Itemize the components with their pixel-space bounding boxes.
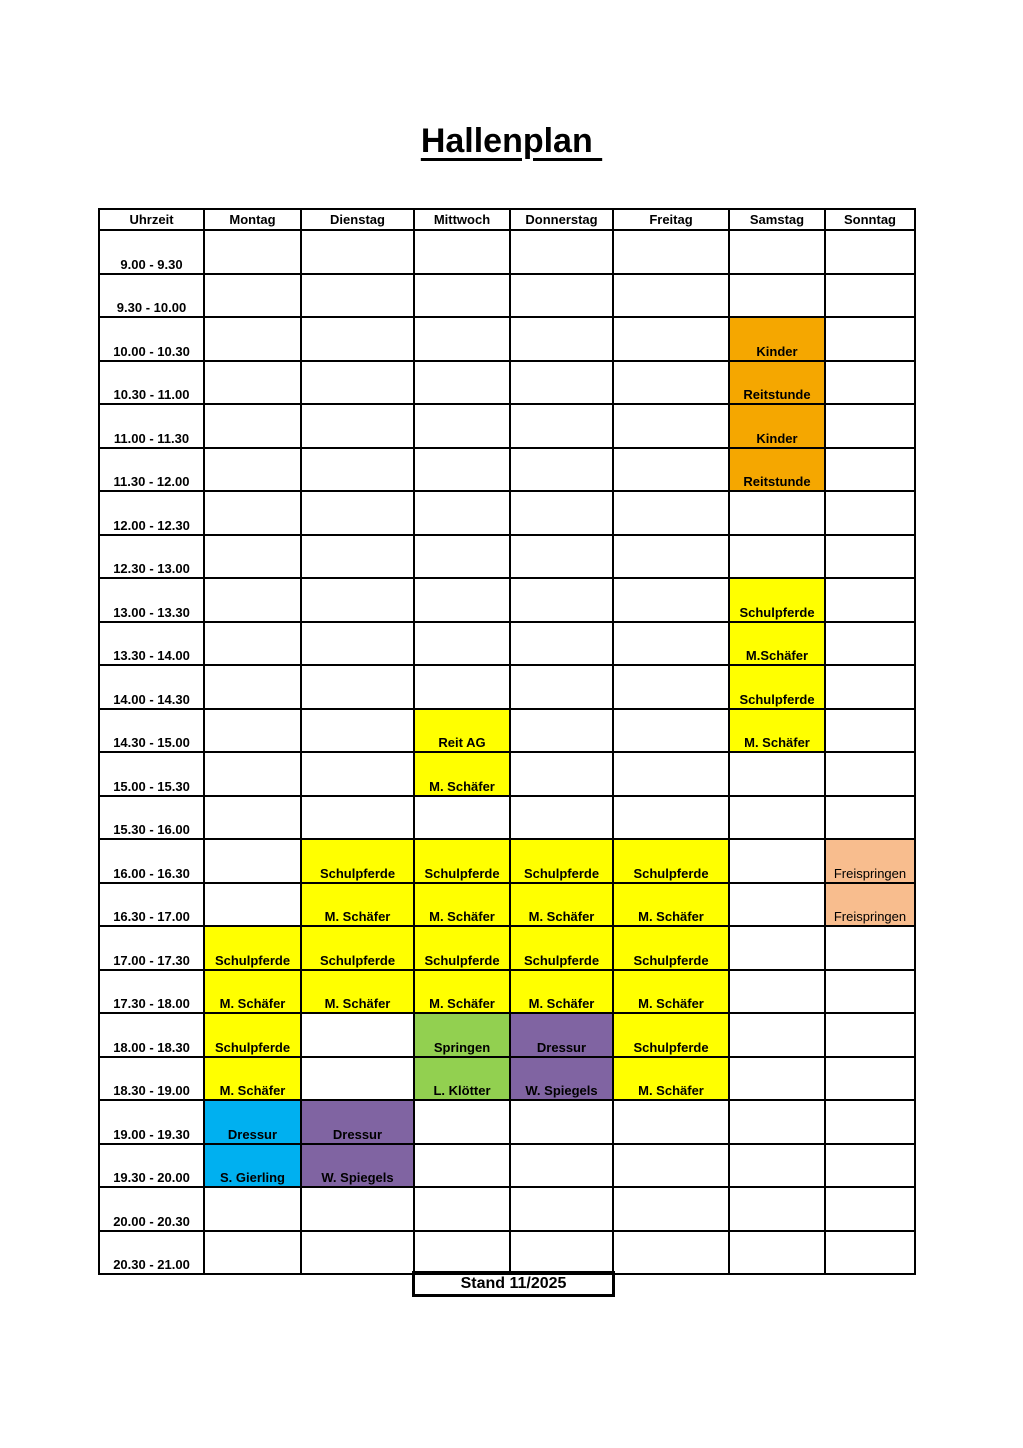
empty-cell: [204, 578, 301, 622]
empty-cell: [613, 361, 729, 405]
time-slot: 11.00 - 11.30: [99, 404, 204, 448]
empty-cell: [301, 796, 414, 840]
empty-cell: [729, 883, 825, 927]
empty-cell: [825, 752, 915, 796]
empty-cell: [729, 1231, 825, 1275]
time-slot: 12.30 - 13.00: [99, 535, 204, 579]
schedule-row: [99, 1100, 915, 1144]
empty-cell: [414, 448, 510, 492]
time-slot: 16.30 - 17.00: [99, 883, 204, 927]
empty-cell: [613, 1100, 729, 1144]
empty-cell: [729, 1187, 825, 1231]
stand-label: Stand 11/2025: [412, 1271, 615, 1297]
empty-cell: [613, 317, 729, 361]
empty-cell: [825, 1013, 915, 1057]
empty-cell: [510, 709, 613, 753]
empty-cell: [729, 796, 825, 840]
time-slot: 10.00 - 10.30: [99, 317, 204, 361]
empty-cell: [613, 448, 729, 492]
booking-cell: M. Schäfer: [510, 970, 613, 1014]
empty-cell: [613, 1144, 729, 1188]
schedule-row: [99, 1231, 915, 1275]
column-header-6: Samstag: [729, 209, 825, 230]
empty-cell: [301, 274, 414, 318]
empty-cell: [301, 1013, 414, 1057]
booking-cell: Reit AG: [414, 709, 510, 753]
booking-cell: Dressur: [301, 1100, 414, 1144]
page-title: [0, 122, 1023, 161]
booking-cell: M. Schäfer: [204, 970, 301, 1014]
empty-cell: [510, 448, 613, 492]
empty-cell: [825, 1231, 915, 1275]
column-header-0: Uhrzeit: [99, 209, 204, 230]
empty-cell: [301, 491, 414, 535]
booking-cell: Schulpferde: [613, 926, 729, 970]
empty-cell: [301, 578, 414, 622]
empty-cell: [301, 317, 414, 361]
booking-cell: M. Schäfer: [414, 752, 510, 796]
schedule-row: [99, 361, 915, 405]
empty-cell: [613, 665, 729, 709]
empty-cell: [414, 622, 510, 666]
time-slot: 12.00 - 12.30: [99, 491, 204, 535]
booking-cell: M. Schäfer: [613, 1057, 729, 1101]
empty-cell: [613, 752, 729, 796]
schedule-row: [99, 230, 915, 274]
column-header-2: Dienstag: [301, 209, 414, 230]
time-slot: 20.30 - 21.00: [99, 1231, 204, 1275]
schedule-row: [99, 274, 915, 318]
empty-cell: [825, 622, 915, 666]
booking-cell: M. Schäfer: [510, 883, 613, 927]
empty-cell: [613, 404, 729, 448]
time-slot: 9.00 - 9.30: [99, 230, 204, 274]
empty-cell: [414, 535, 510, 579]
time-slot: 14.00 - 14.30: [99, 665, 204, 709]
booking-cell: W. Spiegels: [510, 1057, 613, 1101]
time-slot: 14.30 - 15.00: [99, 709, 204, 753]
empty-cell: [510, 796, 613, 840]
booking-cell: Schulpferde: [613, 839, 729, 883]
empty-cell: [825, 448, 915, 492]
schedule-row: [99, 709, 915, 753]
empty-cell: [825, 709, 915, 753]
empty-cell: [301, 361, 414, 405]
booking-cell: M. Schäfer: [204, 1057, 301, 1101]
empty-cell: [510, 361, 613, 405]
booking-cell: Freispringen: [825, 883, 915, 927]
time-slot: 20.00 - 20.30: [99, 1187, 204, 1231]
empty-cell: [510, 665, 613, 709]
empty-cell: [510, 535, 613, 579]
booking-cell: M. Schäfer: [613, 970, 729, 1014]
schedule-row: [99, 970, 915, 1014]
empty-cell: [414, 1144, 510, 1188]
empty-cell: [825, 535, 915, 579]
empty-cell: [613, 796, 729, 840]
schedule-row: [99, 1187, 915, 1231]
empty-cell: [613, 535, 729, 579]
empty-cell: [613, 578, 729, 622]
empty-cell: [613, 274, 729, 318]
booking-cell: W. Spiegels: [301, 1144, 414, 1188]
booking-cell: Dressur: [204, 1100, 301, 1144]
empty-cell: [510, 752, 613, 796]
header-row: [99, 209, 915, 230]
empty-cell: [301, 535, 414, 579]
empty-cell: [613, 491, 729, 535]
empty-cell: [414, 578, 510, 622]
schedule-row: [99, 578, 915, 622]
empty-cell: [729, 274, 825, 318]
booking-cell: Schulpferde: [729, 665, 825, 709]
schedule-row: [99, 752, 915, 796]
schedule-row: [99, 1144, 915, 1188]
empty-cell: [414, 274, 510, 318]
empty-cell: [414, 230, 510, 274]
empty-cell: [825, 970, 915, 1014]
empty-cell: [510, 1187, 613, 1231]
empty-cell: [825, 665, 915, 709]
empty-cell: [510, 1231, 613, 1275]
schedule-row: [99, 665, 915, 709]
booking-cell: M. Schäfer: [301, 970, 414, 1014]
schedule-row: [99, 404, 915, 448]
empty-cell: [510, 1144, 613, 1188]
empty-cell: [510, 622, 613, 666]
empty-cell: [204, 796, 301, 840]
schedule-row: [99, 622, 915, 666]
booking-cell: M. Schäfer: [414, 883, 510, 927]
empty-cell: [510, 317, 613, 361]
booking-cell: Reitstunde: [729, 448, 825, 492]
booking-cell: Kinder: [729, 317, 825, 361]
schedule-row: [99, 1013, 915, 1057]
empty-cell: [729, 1057, 825, 1101]
empty-cell: [301, 752, 414, 796]
empty-cell: [204, 230, 301, 274]
time-slot: 18.00 - 18.30: [99, 1013, 204, 1057]
empty-cell: [825, 1057, 915, 1101]
empty-cell: [825, 1144, 915, 1188]
empty-cell: [414, 665, 510, 709]
schedule-row: [99, 926, 915, 970]
time-slot: 13.30 - 14.00: [99, 622, 204, 666]
schedule-row: [99, 839, 915, 883]
schedule-row: [99, 883, 915, 927]
time-slot: 19.00 - 19.30: [99, 1100, 204, 1144]
schedule-row: [99, 535, 915, 579]
empty-cell: [825, 404, 915, 448]
empty-cell: [510, 491, 613, 535]
booking-cell: S. Gierling: [204, 1144, 301, 1188]
empty-cell: [825, 926, 915, 970]
booking-cell: Schulpferde: [204, 1013, 301, 1057]
empty-cell: [729, 230, 825, 274]
column-header-1: Montag: [204, 209, 301, 230]
empty-cell: [613, 622, 729, 666]
booking-cell: Schulpferde: [510, 839, 613, 883]
booking-cell: M. Schäfer: [729, 709, 825, 753]
empty-cell: [825, 274, 915, 318]
empty-cell: [729, 839, 825, 883]
empty-cell: [825, 1100, 915, 1144]
empty-cell: [825, 1187, 915, 1231]
column-header-3: Mittwoch: [414, 209, 510, 230]
column-header-5: Freitag: [613, 209, 729, 230]
empty-cell: [613, 230, 729, 274]
booking-cell: Schulpferde: [729, 578, 825, 622]
booking-cell: Schulpferde: [204, 926, 301, 970]
empty-cell: [204, 491, 301, 535]
time-slot: 9.30 - 10.00: [99, 274, 204, 318]
empty-cell: [204, 274, 301, 318]
time-slot: 11.30 - 12.00: [99, 448, 204, 492]
empty-cell: [729, 1100, 825, 1144]
empty-cell: [204, 752, 301, 796]
time-slot: 13.00 - 13.30: [99, 578, 204, 622]
empty-cell: [825, 491, 915, 535]
empty-cell: [301, 1231, 414, 1275]
empty-cell: [510, 404, 613, 448]
empty-cell: [204, 404, 301, 448]
empty-cell: [729, 1144, 825, 1188]
empty-cell: [204, 839, 301, 883]
schedule-body: [99, 230, 915, 1274]
empty-cell: [204, 361, 301, 405]
empty-cell: [204, 535, 301, 579]
empty-cell: [204, 317, 301, 361]
booking-cell: Schulpferde: [510, 926, 613, 970]
empty-cell: [204, 709, 301, 753]
empty-cell: [613, 1231, 729, 1275]
empty-cell: [510, 230, 613, 274]
empty-cell: [301, 1187, 414, 1231]
empty-cell: [825, 317, 915, 361]
empty-cell: [414, 361, 510, 405]
schedule-row: [99, 491, 915, 535]
empty-cell: [414, 796, 510, 840]
empty-cell: [613, 1187, 729, 1231]
empty-cell: [825, 361, 915, 405]
empty-cell: [729, 926, 825, 970]
empty-cell: [301, 230, 414, 274]
time-slot: 16.00 - 16.30: [99, 839, 204, 883]
booking-cell: Reitstunde: [729, 361, 825, 405]
time-slot: 15.30 - 16.00: [99, 796, 204, 840]
booking-cell: Schulpferde: [414, 839, 510, 883]
empty-cell: [414, 404, 510, 448]
time-slot: 19.30 - 20.00: [99, 1144, 204, 1188]
time-slot: 17.30 - 18.00: [99, 970, 204, 1014]
empty-cell: [301, 622, 414, 666]
empty-cell: [204, 1187, 301, 1231]
empty-cell: [510, 578, 613, 622]
empty-cell: [510, 1100, 613, 1144]
time-slot: 15.00 - 15.30: [99, 752, 204, 796]
empty-cell: [510, 274, 613, 318]
empty-cell: [301, 665, 414, 709]
schedule-table: [98, 208, 916, 1275]
booking-cell: Freispringen: [825, 839, 915, 883]
column-header-7: Sonntag: [825, 209, 915, 230]
empty-cell: [825, 578, 915, 622]
schedule-row: [99, 448, 915, 492]
empty-cell: [414, 1231, 510, 1275]
booking-cell: L. Klötter: [414, 1057, 510, 1101]
booking-cell: Springen: [414, 1013, 510, 1057]
empty-cell: [729, 1013, 825, 1057]
empty-cell: [204, 665, 301, 709]
booking-cell: M. Schäfer: [613, 883, 729, 927]
empty-cell: [825, 230, 915, 274]
booking-cell: Schulpferde: [301, 839, 414, 883]
empty-cell: [729, 491, 825, 535]
empty-cell: [613, 709, 729, 753]
booking-cell: Schulpferde: [301, 926, 414, 970]
empty-cell: [414, 317, 510, 361]
empty-cell: [414, 1100, 510, 1144]
empty-cell: [301, 448, 414, 492]
booking-cell: Schulpferde: [414, 926, 510, 970]
time-slot: 10.30 - 11.00: [99, 361, 204, 405]
empty-cell: [301, 709, 414, 753]
empty-cell: [204, 448, 301, 492]
empty-cell: [301, 1057, 414, 1101]
booking-cell: M.Schäfer: [729, 622, 825, 666]
empty-cell: [729, 970, 825, 1014]
schedule-row: [99, 317, 915, 361]
column-header-4: Donnerstag: [510, 209, 613, 230]
schedule-row: [99, 1057, 915, 1101]
booking-cell: Schulpferde: [613, 1013, 729, 1057]
empty-cell: [825, 796, 915, 840]
time-slot: 18.30 - 19.00: [99, 1057, 204, 1101]
page-title-text: Hallenplan: [420, 122, 603, 160]
empty-cell: [729, 535, 825, 579]
schedule-row: [99, 796, 915, 840]
time-slot: 17.00 - 17.30: [99, 926, 204, 970]
empty-cell: [414, 491, 510, 535]
empty-cell: [729, 752, 825, 796]
empty-cell: [414, 1187, 510, 1231]
booking-cell: M. Schäfer: [414, 970, 510, 1014]
booking-cell: Kinder: [729, 404, 825, 448]
booking-cell: M. Schäfer: [301, 883, 414, 927]
empty-cell: [204, 883, 301, 927]
empty-cell: [204, 622, 301, 666]
empty-cell: [301, 404, 414, 448]
empty-cell: [204, 1231, 301, 1275]
booking-cell: Dressur: [510, 1013, 613, 1057]
